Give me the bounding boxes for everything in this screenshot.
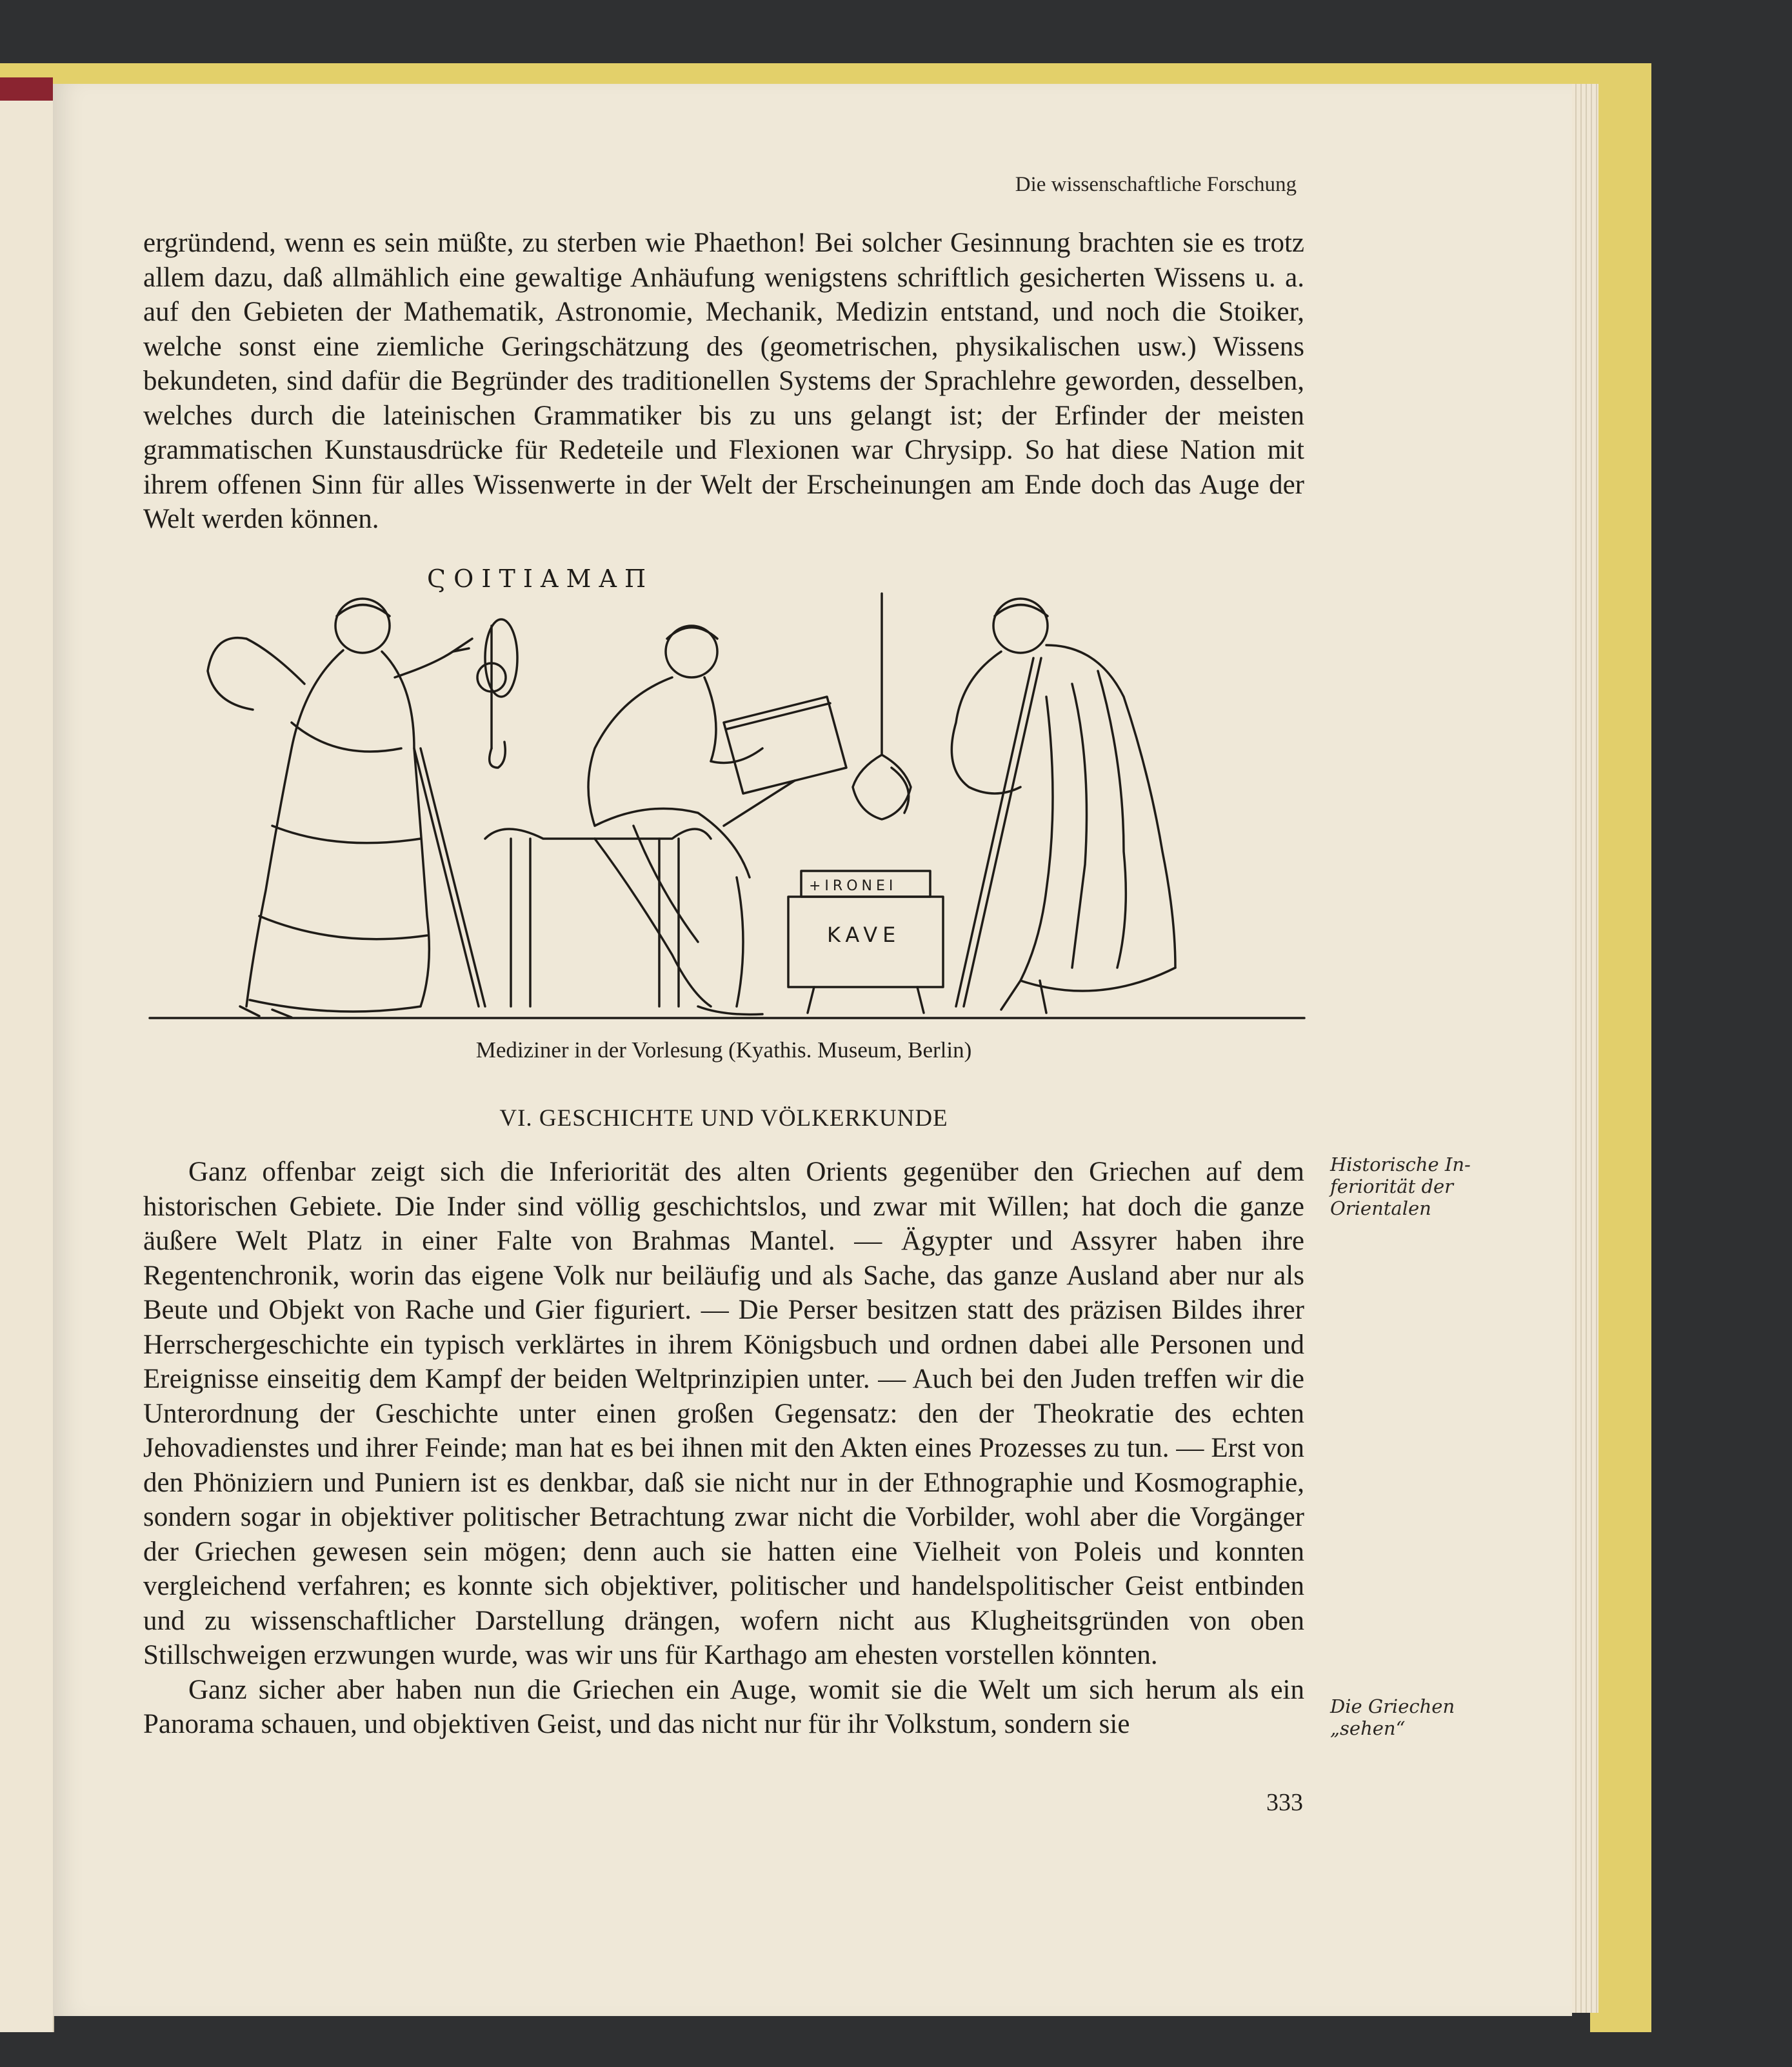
- vase-inscription: Ϛ Ο Ι Τ Ι Α Μ Α Π: [427, 564, 646, 593]
- paragraph: ergründend, wenn es sein müßte, zu sterben wie Phaethon! Bei solcher Gesinnung brachten sie es trotz allem dazu, daß allmählich eine gewaltige Anhäufung wenigstens schriftlich gesicherten Wissens u. a. auf den Gebieten der Mathematik, Astronomie, Mechanik, Medizin entstand, und noch die Stoiker, welche sonst eine ziemliche Geringschätzung des (geometrischen, physikalischen usw.) Wissens bekundeten, sind dafür die Begründer des traditionellen Systems der Sprachlehre geworden, desselben, welches durch die lateinischen Grammatiker bis zu uns gelangt ist; der Erfinder der meisten grammatischen Kunstausdrücke für Redeteile und Flexionen war Chrysipp. So hat diese Nation mit ihrem offenen Sinn für alles Wissenwerte in der Welt der Erscheinungen am Ende doch das Auge der Welt werden können.: [143, 228, 1304, 534]
- previous-page-edge: [0, 97, 54, 2032]
- box-label-top: +IRONEI: [809, 878, 897, 894]
- headband: [0, 77, 53, 101]
- paragraph: Ganz offenbar zeigt sich die Inferiorität des alten Orients gegenüber den Griechen auf dem historischen Gebiete. Die Inder sind völlig geschichtslos, und zwar mit Willen; hat doch die ganze äußere Welt Platz in einer Falte von Brahmas Mantel. — Ägypter und Assyrer haben ihre Regentenchronik, worin das eigene Volk nur beiläufig und als Sache, das ganze Ausland aber nur als Beute und Objekt von Rache und Gier figuriert. — Die Perser besitzen statt des präzisen Bildes ihrer Herrschergeschichte ein typisch verklärtes in ihrem Königsbuch und ordnen dabei alle Personen und Ereignisse einseitig dem Kampf der beiden Weltprinzipien unter. — Auch bei den Juden treffen wir die Unterordnung der Geschichte unter einen großen Gegensatz: den der Theokratie des echten Jehovadienstes und ihrer Feinde; man hat es bei ihnen mit den Akten eines Prozesses zu tun. — Erst von den Phöniziern und Puniern ist es denkbar, daß sie nicht nur in der Ethnographie und Kosmographie, sondern sogar in objektiver politischer Betrachtung zwar nicht die Vorbilder, wohl aber die Vorgänger der Griechen gewesen sein mögen; denn auch sie hatten eine Vielheit von Poleis und konnten vergleichend verfahren; es konnte sich objektiver, politischer und handelspolitischer Geist entbinden und zu wissenschaftlicher Darstellung drängen, wofern nicht aus Klugheitsgründen von oben Stillschweigen erzwungen wurde, was wir uns für Karthago am ehesten vorstellen könnten.: [143, 1157, 1304, 1670]
- page-number: 333: [1266, 1789, 1303, 1816]
- vase-illustration: [143, 555, 1311, 1026]
- section-heading: VI. GESCHICHTE UND VÖLKERKUNDE: [499, 1105, 948, 1132]
- box-label-body: KAVE: [827, 923, 901, 947]
- margin-note: Die Griechen „sehen“: [1330, 1695, 1455, 1739]
- running-head: Die wissenschaftliche Forschung: [1015, 173, 1297, 196]
- margin-note: Historische In- feriorität der Orientalen: [1330, 1153, 1471, 1219]
- figure-caption: Mediziner in der Vorlesung (Kyathis. Museum, Berlin): [475, 1037, 972, 1063]
- book-cover-right-edge: [1590, 63, 1651, 2032]
- paragraph: Ganz sicher aber haben nun die Griechen ein Auge, womit sie die Welt um sich herum als ein Panorama schauen, und objektiven Geist, und das nicht nur für ihr Volkstum, sondern sie: [143, 1674, 1304, 1739]
- vase-drawing: [143, 555, 1311, 1026]
- body-text-bottom: [143, 1155, 1304, 1742]
- body-text-top: [143, 226, 1304, 537]
